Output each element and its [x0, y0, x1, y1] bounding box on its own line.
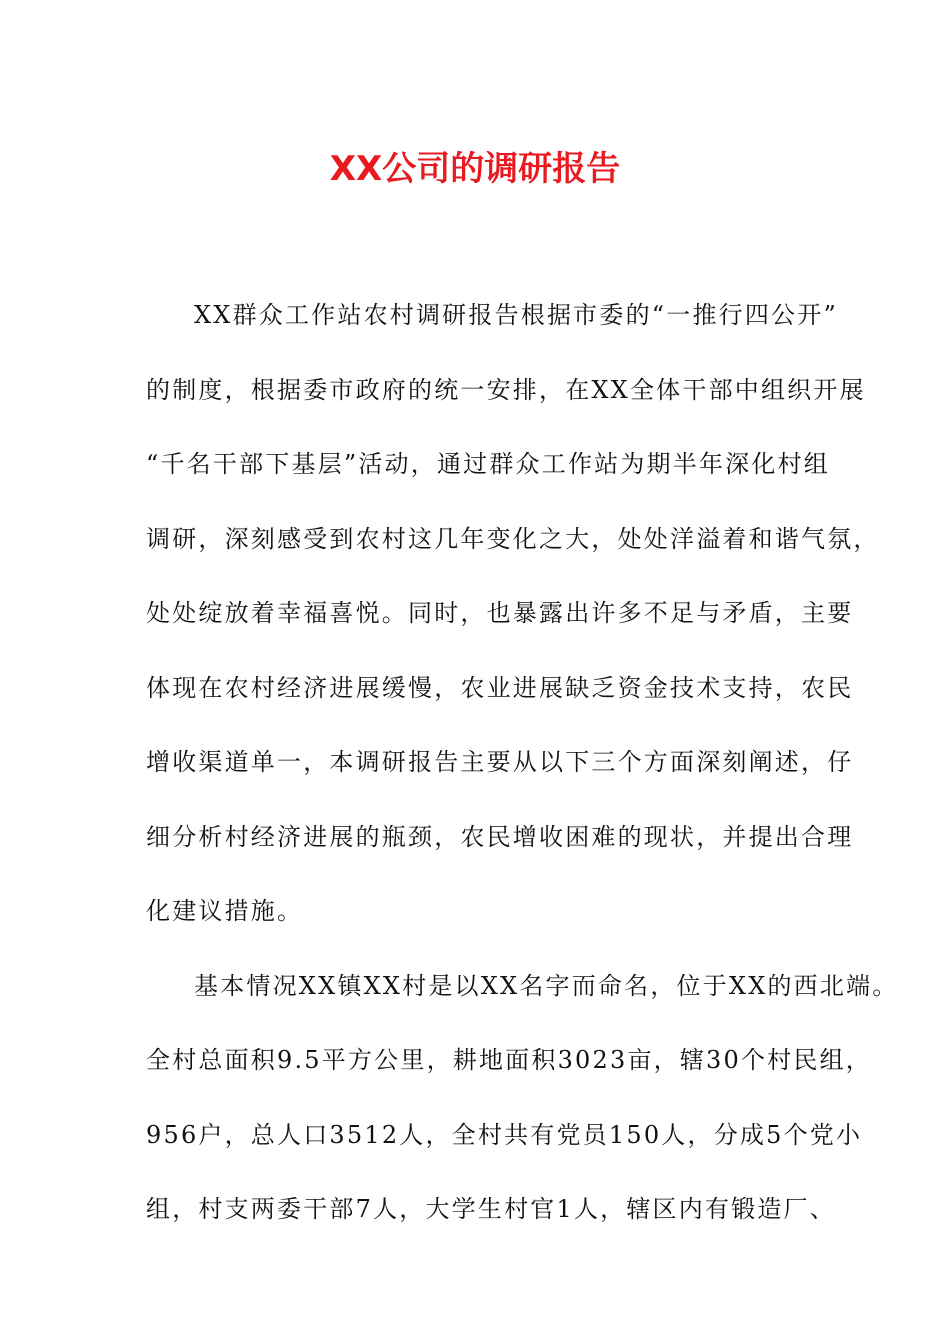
paragraph-1-line-4: 调研，深刻感受到农村这几年变化之大，处处洋溢着和谐气氛，	[146, 524, 880, 553]
paragraph-1-line-8: 细分析村经济进展的瓶颈，农民增收困难的现状，并提出合理	[146, 822, 854, 851]
paragraph-2-line-4: 组，村支两委干部7人，大学生村官1人，辖区内有锻造厂、	[146, 1195, 836, 1223]
document-body	[146, 278, 899, 1247]
paragraph-1-line-3: “千名干部下基层”活动，通过群众工作站为期半年深化村组	[146, 450, 830, 478]
paragraph-2-line-1: 基本情况XX镇XX村是以XX名字而命名，位于XX的西北端。	[194, 971, 899, 1000]
document-title: XX公司的调研报告	[329, 149, 621, 189]
paragraph-1-line-7: 增收渠道单一，本调研报告主要从以下三个方面深刻阐述，仔	[146, 748, 854, 776]
paragraph-1-line-2: 的制度，根据委市政府的统一安排，在XX全体干部中组织开展	[146, 375, 866, 404]
paragraph-1-line-6: 体现在农村经济进展缓慢，农业进展缺乏资金技术支持，农民	[146, 673, 854, 702]
paragraph-1-line-1: XX群众工作站农村调研报告根据市委的“一推行四公开”	[194, 301, 838, 329]
paragraph-2-line-2: 全村总面积9.5平方公里，耕地面积3023亩，辖30个村民组，	[146, 1046, 872, 1074]
paragraph-1-line-5: 处处绽放着幸福喜悦。同时，也暴露出许多不足与矛盾，主要	[146, 599, 854, 627]
paragraph-1-line-9: 化建议措施。	[146, 897, 304, 925]
paragraph-2-line-3: 956户，总人口3512人，全村共有党员150人，分成5个党小	[146, 1120, 863, 1149]
